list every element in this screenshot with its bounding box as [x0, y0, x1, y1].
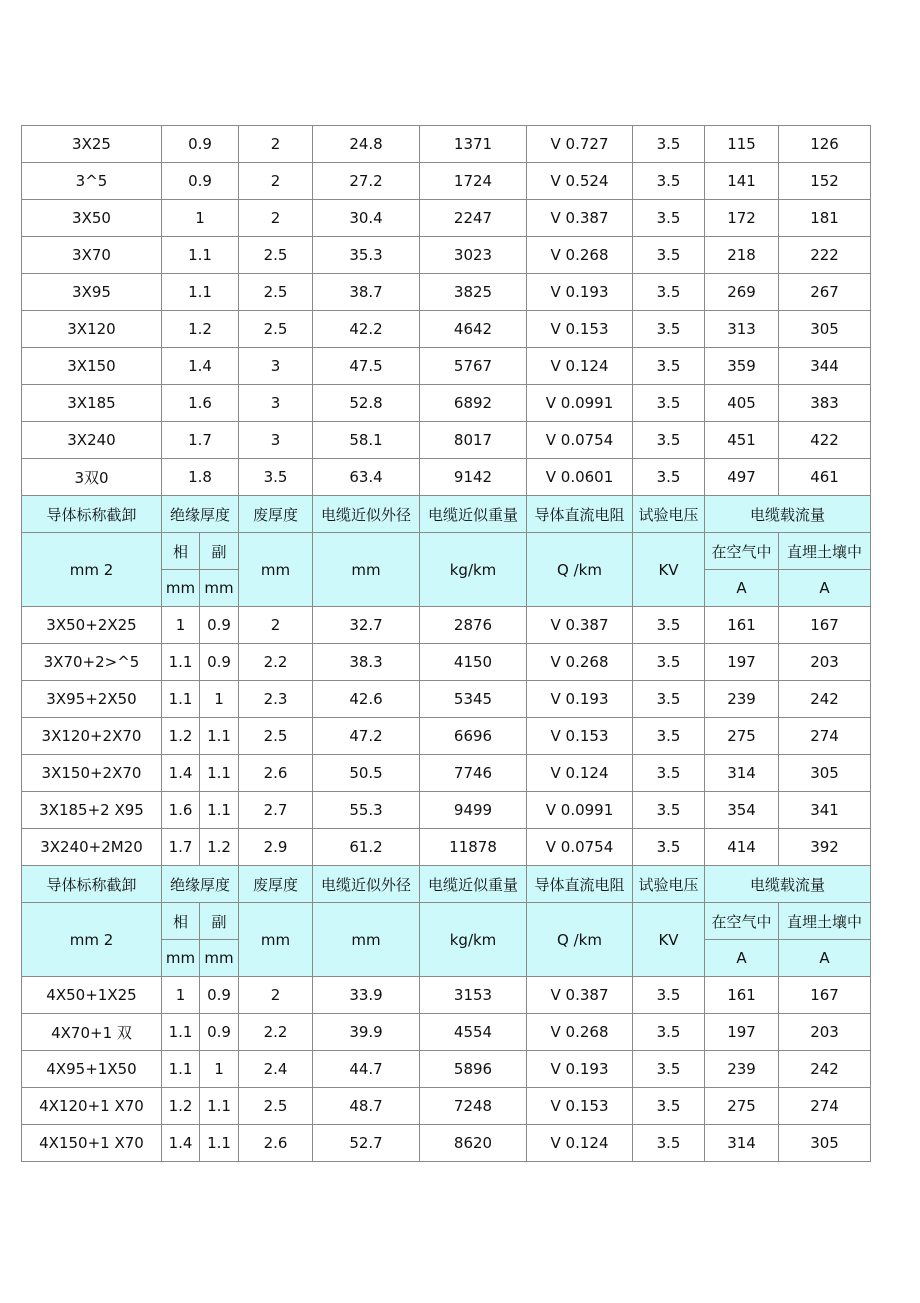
- test-voltage: 3.5: [633, 644, 705, 681]
- unit-soil: A: [779, 570, 871, 607]
- test-voltage: 3.5: [633, 607, 705, 644]
- cable-weight: 5767: [420, 348, 527, 385]
- phase-insulation: 1: [162, 977, 200, 1014]
- unit-phase: mm: [162, 940, 200, 977]
- conductor-size: 4X95+1X50: [22, 1051, 162, 1088]
- ampacity-air: 405: [705, 385, 779, 422]
- insulation-thickness: 1.6: [162, 385, 239, 422]
- unit-weight: kg/km: [420, 903, 527, 977]
- test-voltage: 3.5: [633, 977, 705, 1014]
- test-voltage: 3.5: [633, 755, 705, 792]
- cable-weight: 5345: [420, 681, 527, 718]
- conductor-size: 4X50+1X25: [22, 977, 162, 1014]
- table-row: [22, 1088, 871, 1125]
- table-row: [22, 385, 871, 422]
- dc-resistance: V 0.387: [527, 607, 633, 644]
- section1-body: [22, 126, 871, 496]
- dc-resistance: V 0.0991: [527, 385, 633, 422]
- outer-diameter: 61.2: [313, 829, 420, 866]
- label-in-air: 在空气中: [705, 903, 779, 940]
- outer-diameter: 42.6: [313, 681, 420, 718]
- sheath-thickness: 2: [239, 607, 313, 644]
- header-row-b2: [22, 903, 871, 940]
- label-phase: 相: [162, 903, 200, 940]
- ampacity-soil: 242: [779, 1051, 871, 1088]
- neutral-insulation: 0.9: [200, 977, 239, 1014]
- table-row: [22, 274, 871, 311]
- table-row: [22, 977, 871, 1014]
- table-row: [22, 681, 871, 718]
- sheath-thickness: 2.2: [239, 1014, 313, 1051]
- conductor-size: 4X120+1 X70: [22, 1088, 162, 1125]
- outer-diameter: 32.7: [313, 607, 420, 644]
- test-voltage: 3.5: [633, 274, 705, 311]
- dc-resistance: V 0.0754: [527, 829, 633, 866]
- header-insulation: 绝缘厚度: [162, 496, 239, 533]
- cable-weight: 3023: [420, 237, 527, 274]
- cable-weight: 7248: [420, 1088, 527, 1125]
- header-test-voltage: 试验电压: [633, 866, 705, 903]
- section3-body: [22, 977, 871, 1162]
- ampacity-air: 115: [705, 126, 779, 163]
- test-voltage: 3.5: [633, 718, 705, 755]
- neutral-insulation: 1: [200, 1051, 239, 1088]
- ampacity-air: 275: [705, 1088, 779, 1125]
- ampacity-soil: 181: [779, 200, 871, 237]
- header-insulation: 绝缘厚度: [162, 866, 239, 903]
- phase-insulation: 1.4: [162, 755, 200, 792]
- test-voltage: 3.5: [633, 1125, 705, 1162]
- ampacity-soil: 167: [779, 607, 871, 644]
- dc-resistance: V 0.268: [527, 644, 633, 681]
- header-test-voltage: 试验电压: [633, 496, 705, 533]
- ampacity-air: 451: [705, 422, 779, 459]
- ampacity-soil: 305: [779, 311, 871, 348]
- header-row-b1: [22, 866, 871, 903]
- header-sheath: 废厚度: [239, 866, 313, 903]
- outer-diameter: 47.5: [313, 348, 420, 385]
- unit-weight: kg/km: [420, 533, 527, 607]
- neutral-insulation: 1.1: [200, 718, 239, 755]
- table-row: [22, 126, 871, 163]
- dc-resistance: V 0.153: [527, 311, 633, 348]
- neutral-insulation: 0.9: [200, 1014, 239, 1051]
- ampacity-air: 239: [705, 1051, 779, 1088]
- cable-weight: 8620: [420, 1125, 527, 1162]
- ampacity-air: 314: [705, 1125, 779, 1162]
- outer-diameter: 42.2: [313, 311, 420, 348]
- conductor-size: 3X240: [22, 422, 162, 459]
- unit-od: mm: [313, 533, 420, 607]
- unit-neutral: mm: [200, 570, 239, 607]
- test-voltage: 3.5: [633, 126, 705, 163]
- ampacity-air: 269: [705, 274, 779, 311]
- conductor-size: 3X25: [22, 126, 162, 163]
- ampacity-soil: 167: [779, 977, 871, 1014]
- cable-weight: 7746: [420, 755, 527, 792]
- sheath-thickness: 3: [239, 348, 313, 385]
- cable-weight: 6696: [420, 718, 527, 755]
- unit-resistance: Q /km: [527, 903, 633, 977]
- ampacity-soil: 152: [779, 163, 871, 200]
- unit-soil: A: [779, 940, 871, 977]
- ampacity-soil: 242: [779, 681, 871, 718]
- neutral-insulation: 1.1: [200, 792, 239, 829]
- dc-resistance: V 0.153: [527, 1088, 633, 1125]
- sheath-thickness: 2.6: [239, 755, 313, 792]
- unit-od: mm: [313, 903, 420, 977]
- cable-weight: 6892: [420, 385, 527, 422]
- label-in-air: 在空气中: [705, 533, 779, 570]
- label-neutral: 副: [200, 533, 239, 570]
- cable-weight: 9499: [420, 792, 527, 829]
- neutral-insulation: 0.9: [200, 644, 239, 681]
- cable-weight: 1371: [420, 126, 527, 163]
- ampacity-soil: 126: [779, 126, 871, 163]
- test-voltage: 3.5: [633, 348, 705, 385]
- sheath-thickness: 3.5: [239, 459, 313, 496]
- table-row: [22, 422, 871, 459]
- insulation-thickness: 0.9: [162, 126, 239, 163]
- ampacity-air: 497: [705, 459, 779, 496]
- unit-kv: KV: [633, 533, 705, 607]
- outer-diameter: 44.7: [313, 1051, 420, 1088]
- cable-weight: 3153: [420, 977, 527, 1014]
- sheath-thickness: 2: [239, 977, 313, 1014]
- outer-diameter: 39.9: [313, 1014, 420, 1051]
- ampacity-soil: 341: [779, 792, 871, 829]
- dc-resistance: V 0.124: [527, 348, 633, 385]
- ampacity-soil: 222: [779, 237, 871, 274]
- dc-resistance: V 0.524: [527, 163, 633, 200]
- label-in-soil: 直埋土壤中: [779, 903, 871, 940]
- sheath-thickness: 2.9: [239, 829, 313, 866]
- conductor-size: 3X95: [22, 274, 162, 311]
- sheath-thickness: 2.5: [239, 1088, 313, 1125]
- phase-insulation: 1.1: [162, 644, 200, 681]
- phase-insulation: 1.1: [162, 1014, 200, 1051]
- test-voltage: 3.5: [633, 1088, 705, 1125]
- ampacity-air: 354: [705, 792, 779, 829]
- outer-diameter: 33.9: [313, 977, 420, 1014]
- unit-sheath: mm: [239, 903, 313, 977]
- neutral-insulation: 1.1: [200, 755, 239, 792]
- phase-insulation: 1.1: [162, 681, 200, 718]
- insulation-thickness: 1: [162, 200, 239, 237]
- test-voltage: 3.5: [633, 311, 705, 348]
- ampacity-air: 239: [705, 681, 779, 718]
- table-row: [22, 755, 871, 792]
- cable-weight: 4554: [420, 1014, 527, 1051]
- conductor-size: 3^5: [22, 163, 162, 200]
- neutral-insulation: 0.9: [200, 607, 239, 644]
- ampacity-air: 275: [705, 718, 779, 755]
- conductor-size: 3X150: [22, 348, 162, 385]
- sheath-thickness: 2.6: [239, 1125, 313, 1162]
- cable-weight: 9142: [420, 459, 527, 496]
- cable-spec-table: [21, 125, 871, 1162]
- dc-resistance: V 0.0601: [527, 459, 633, 496]
- ampacity-soil: 383: [779, 385, 871, 422]
- outer-diameter: 38.3: [313, 644, 420, 681]
- conductor-size: 3X50: [22, 200, 162, 237]
- conductor-size: 3X50+2X25: [22, 607, 162, 644]
- insulation-thickness: 1.1: [162, 237, 239, 274]
- outer-diameter: 55.3: [313, 792, 420, 829]
- table-row: [22, 163, 871, 200]
- ampacity-soil: 274: [779, 718, 871, 755]
- ampacity-air: 414: [705, 829, 779, 866]
- unit-air: A: [705, 570, 779, 607]
- dc-resistance: V 0.193: [527, 681, 633, 718]
- unit-neutral: mm: [200, 940, 239, 977]
- dc-resistance: V 0.124: [527, 1125, 633, 1162]
- table-row: [22, 348, 871, 385]
- table-row: [22, 311, 871, 348]
- dc-resistance: V 0.387: [527, 200, 633, 237]
- test-voltage: 3.5: [633, 829, 705, 866]
- table-row: [22, 829, 871, 866]
- unit-air: A: [705, 940, 779, 977]
- test-voltage: 3.5: [633, 1051, 705, 1088]
- cable-weight: 4642: [420, 311, 527, 348]
- ampacity-air: 172: [705, 200, 779, 237]
- dc-resistance: V 0.268: [527, 237, 633, 274]
- sheath-thickness: 3: [239, 422, 313, 459]
- sheath-thickness: 2.5: [239, 311, 313, 348]
- ampacity-soil: 203: [779, 1014, 871, 1051]
- conductor-size: 3双0: [22, 459, 162, 496]
- table-row: [22, 1014, 871, 1051]
- insulation-thickness: 1.2: [162, 311, 239, 348]
- ampacity-soil: 305: [779, 755, 871, 792]
- sheath-thickness: 2.7: [239, 792, 313, 829]
- ampacity-air: 141: [705, 163, 779, 200]
- sheath-thickness: 2.3: [239, 681, 313, 718]
- phase-insulation: 1.4: [162, 1125, 200, 1162]
- conductor-size: 3X185: [22, 385, 162, 422]
- dc-resistance: V 0.727: [527, 126, 633, 163]
- table-row: [22, 200, 871, 237]
- dc-resistance: V 0.268: [527, 1014, 633, 1051]
- table-row: [22, 792, 871, 829]
- ampacity-soil: 305: [779, 1125, 871, 1162]
- test-voltage: 3.5: [633, 459, 705, 496]
- test-voltage: 3.5: [633, 200, 705, 237]
- dc-resistance: V 0.387: [527, 977, 633, 1014]
- dc-resistance: V 0.0991: [527, 792, 633, 829]
- outer-diameter: 30.4: [313, 200, 420, 237]
- outer-diameter: 38.7: [313, 274, 420, 311]
- sheath-thickness: 2: [239, 163, 313, 200]
- outer-diameter: 58.1: [313, 422, 420, 459]
- cable-weight: 5896: [420, 1051, 527, 1088]
- ampacity-soil: 461: [779, 459, 871, 496]
- cable-weight: 2876: [420, 607, 527, 644]
- table-row: [22, 644, 871, 681]
- cable-weight: 2247: [420, 200, 527, 237]
- header-sheath: 废厚度: [239, 496, 313, 533]
- table-row: [22, 459, 871, 496]
- outer-diameter: 52.7: [313, 1125, 420, 1162]
- sheath-thickness: 2.5: [239, 718, 313, 755]
- sheath-thickness: 3: [239, 385, 313, 422]
- unit-kv: KV: [633, 903, 705, 977]
- outer-diameter: 50.5: [313, 755, 420, 792]
- label-in-soil: 直埋土壤中: [779, 533, 871, 570]
- phase-insulation: 1.2: [162, 1088, 200, 1125]
- insulation-thickness: 1.1: [162, 274, 239, 311]
- ampacity-soil: 392: [779, 829, 871, 866]
- header-weight: 电缆近似重量: [420, 496, 527, 533]
- ampacity-air: 313: [705, 311, 779, 348]
- conductor-size: 3X70: [22, 237, 162, 274]
- insulation-thickness: 1.8: [162, 459, 239, 496]
- phase-insulation: 1: [162, 607, 200, 644]
- table-row: [22, 1051, 871, 1088]
- test-voltage: 3.5: [633, 385, 705, 422]
- header-ampacity: 电缆载流量: [705, 866, 871, 903]
- dc-resistance: V 0.193: [527, 274, 633, 311]
- conductor-size: 4X70+1 双: [22, 1014, 162, 1051]
- test-voltage: 3.5: [633, 1014, 705, 1051]
- header-row-a1: [22, 496, 871, 533]
- header-resistance: 导体直流电阻: [527, 496, 633, 533]
- header-row-a2: [22, 533, 871, 570]
- outer-diameter: 48.7: [313, 1088, 420, 1125]
- unit-conductor: mm 2: [22, 533, 162, 607]
- outer-diameter: 35.3: [313, 237, 420, 274]
- unit-sheath: mm: [239, 533, 313, 607]
- table-row: [22, 607, 871, 644]
- header-conductor: 导体标称截卸: [22, 866, 162, 903]
- header-od: 电缆近似外径: [313, 496, 420, 533]
- phase-insulation: 1.7: [162, 829, 200, 866]
- header-conductor: 导体标称截卸: [22, 496, 162, 533]
- ampacity-air: 197: [705, 1014, 779, 1051]
- cable-weight: 1724: [420, 163, 527, 200]
- conductor-size: 3X185+2 X95: [22, 792, 162, 829]
- cable-weight: 11878: [420, 829, 527, 866]
- ampacity-air: 197: [705, 644, 779, 681]
- table-row: [22, 718, 871, 755]
- insulation-thickness: 0.9: [162, 163, 239, 200]
- dc-resistance: V 0.153: [527, 718, 633, 755]
- dc-resistance: V 0.0754: [527, 422, 633, 459]
- ampacity-air: 359: [705, 348, 779, 385]
- conductor-size: 3X150+2X70: [22, 755, 162, 792]
- neutral-insulation: 1.2: [200, 829, 239, 866]
- outer-diameter: 27.2: [313, 163, 420, 200]
- sheath-thickness: 2.4: [239, 1051, 313, 1088]
- ampacity-air: 161: [705, 607, 779, 644]
- test-voltage: 3.5: [633, 792, 705, 829]
- insulation-thickness: 1.4: [162, 348, 239, 385]
- conductor-size: 4X150+1 X70: [22, 1125, 162, 1162]
- neutral-insulation: 1.1: [200, 1088, 239, 1125]
- sheath-thickness: 2.2: [239, 644, 313, 681]
- sheath-thickness: 2.5: [239, 274, 313, 311]
- section2-body: [22, 607, 871, 866]
- conductor-size: 3X120+2X70: [22, 718, 162, 755]
- header-weight: 电缆近似重量: [420, 866, 527, 903]
- sheath-thickness: 2: [239, 126, 313, 163]
- insulation-thickness: 1.7: [162, 422, 239, 459]
- header-od: 电缆近似外径: [313, 866, 420, 903]
- unit-conductor: mm 2: [22, 903, 162, 977]
- outer-diameter: 63.4: [313, 459, 420, 496]
- phase-insulation: 1.1: [162, 1051, 200, 1088]
- phase-insulation: 1.2: [162, 718, 200, 755]
- ampacity-soil: 422: [779, 422, 871, 459]
- sheath-thickness: 2.5: [239, 237, 313, 274]
- ampacity-air: 161: [705, 977, 779, 1014]
- neutral-insulation: 1: [200, 681, 239, 718]
- outer-diameter: 52.8: [313, 385, 420, 422]
- table-row: [22, 237, 871, 274]
- header-ampacity: 电缆载流量: [705, 496, 871, 533]
- dc-resistance: V 0.193: [527, 1051, 633, 1088]
- ampacity-soil: 344: [779, 348, 871, 385]
- phase-insulation: 1.6: [162, 792, 200, 829]
- sheath-thickness: 2: [239, 200, 313, 237]
- ampacity-air: 314: [705, 755, 779, 792]
- test-voltage: 3.5: [633, 422, 705, 459]
- test-voltage: 3.5: [633, 681, 705, 718]
- test-voltage: 3.5: [633, 237, 705, 274]
- label-phase: 相: [162, 533, 200, 570]
- ampacity-soil: 203: [779, 644, 871, 681]
- outer-diameter: 24.8: [313, 126, 420, 163]
- conductor-size: 3X70+2>^5: [22, 644, 162, 681]
- conductor-size: 3X120: [22, 311, 162, 348]
- conductor-size: 3X240+2M20: [22, 829, 162, 866]
- ampacity-soil: 267: [779, 274, 871, 311]
- unit-resistance: Q /km: [527, 533, 633, 607]
- ampacity-air: 218: [705, 237, 779, 274]
- table-row: [22, 1125, 871, 1162]
- label-neutral: 副: [200, 903, 239, 940]
- cable-weight: 4150: [420, 644, 527, 681]
- outer-diameter: 47.2: [313, 718, 420, 755]
- cable-weight: 3825: [420, 274, 527, 311]
- test-voltage: 3.5: [633, 163, 705, 200]
- neutral-insulation: 1.1: [200, 1125, 239, 1162]
- header-resistance: 导体直流电阻: [527, 866, 633, 903]
- dc-resistance: V 0.124: [527, 755, 633, 792]
- conductor-size: 3X95+2X50: [22, 681, 162, 718]
- unit-phase: mm: [162, 570, 200, 607]
- ampacity-soil: 274: [779, 1088, 871, 1125]
- cable-weight: 8017: [420, 422, 527, 459]
